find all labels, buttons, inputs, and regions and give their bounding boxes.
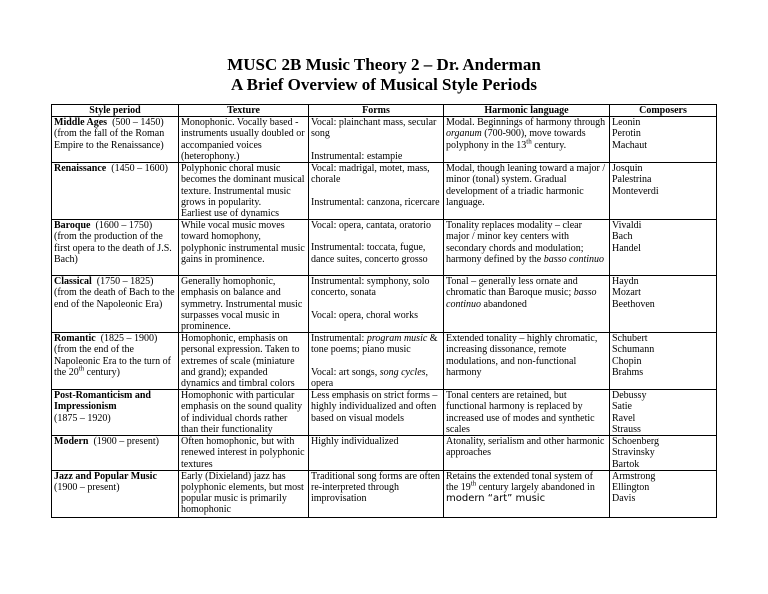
composer-name: Armstrong (612, 470, 656, 482)
composer-name: Schubert (612, 333, 648, 345)
forms-cell (309, 220, 444, 276)
period-note: (from the end of the Napoleonic Era to the turn of the 20th century) (54, 344, 171, 378)
texture-cell: Often homophonic, but with renewed interest in polyphonic textures (179, 436, 309, 471)
forms-cell: Traditional song forms are often re-interpreted through improvisation (309, 470, 444, 517)
style-period-cell (52, 390, 179, 436)
forms-cell (309, 163, 444, 220)
period-name: Classical (54, 276, 92, 288)
forms-cell: Less emphasis on strict forms – highly individualized and often based on visual models (309, 390, 444, 436)
harmonic-cell: Tonal centers are retained, but functional harmony is replaced by increased use of modes and synthetic scales (444, 390, 610, 436)
period-name: Renaissance (54, 163, 107, 175)
texture-cell: Early (Dixieland) jazz has polyphonic elements, but most popular music is primarily homophonic (179, 470, 309, 517)
composers-cell (610, 333, 717, 390)
texture-cell: Homophonic with particular emphasis on the sound quality of individual chords rather than their functionality (179, 390, 309, 436)
composer-name: Vivaldi (612, 220, 642, 232)
table-row (52, 220, 717, 276)
composer-name: Chopin (612, 355, 642, 367)
texture-cell: Monophonic. Vocally based - instruments usually doubled or accompanied voices (heterophony.) (179, 117, 309, 163)
texture-cell: Generally homophonic, emphasis on balance and symmetry. Instrumental music surpasses vocal music in prominence. (179, 276, 309, 333)
style-period-cell (52, 163, 179, 220)
table-header-row (52, 105, 717, 117)
period-note: (from the production of the first opera to the death of J.S. Bach) (54, 231, 172, 265)
forms-cell (309, 333, 444, 390)
harmonic-cell: Retains the extended tonal system of the 19th century largely abandoned in modern “art” music (444, 470, 610, 517)
period-dates: (1900 – present) (54, 482, 120, 494)
forms-cell (309, 276, 444, 333)
composer-name: Bach (612, 231, 633, 243)
forms-vocal: Vocal: madrigal, motet, mass, chorale (311, 163, 430, 186)
harmonic-cell: Modal. Beginnings of harmony through organum (700-900), move towards polyphony in the 13th century. (444, 117, 610, 163)
harmonic-cell: Modal, though leaning toward a major / minor (tonal) system. Gradual development of a triadic harmonic language. (444, 163, 610, 220)
table-row (52, 470, 717, 517)
period-name: Romantic (54, 333, 96, 345)
table-row (52, 436, 717, 471)
period-dates: (1875 – 1920) (54, 412, 111, 424)
period-dates: (500 – 1450) (112, 117, 164, 129)
texture-cell: Homophonic, emphasis on personal expression. Taken to extremes of scale (miniature and grand); expanded dynamics and timbral colors (179, 333, 309, 390)
forms-cell: Highly individualized (309, 436, 444, 471)
period-dates: (1600 – 1750) (95, 220, 153, 232)
forms-instrumental: Instrumental: symphony, solo concerto, sonata (311, 276, 430, 299)
forms-instrumental: Instrumental: toccata, fugue, dance suites, concerto grosso (311, 242, 428, 265)
forms-cell (309, 117, 444, 163)
header-composers: Composers (610, 105, 717, 117)
composer-name: Brahms (612, 366, 644, 378)
composer-name: Handel (612, 242, 641, 254)
table-row (52, 117, 717, 163)
composers-cell (610, 276, 717, 333)
period-dates: (1450 – 1600) (111, 163, 168, 175)
header-texture: Texture (179, 105, 309, 117)
composers-cell (610, 163, 717, 220)
style-period-cell (52, 333, 179, 390)
style-period-cell (52, 220, 179, 276)
composer-name: Monteverdi (612, 185, 659, 197)
period-dates: (1825 – 1900) (100, 333, 158, 345)
style-period-cell (52, 436, 179, 471)
harmonic-cell: Tonality replaces modality – clear major / minor key centers with secondary chords and modulation; harmony defined by the basso continuo (444, 220, 610, 276)
composer-name: Stravinsky (612, 447, 655, 459)
period-name: Jazz and Popular Music (54, 470, 157, 482)
header-forms: Forms (309, 105, 444, 117)
harmonic-cell: Tonal – generally less ornate and chromatic than Baroque music; basso continuo abandoned (444, 276, 610, 333)
period-note: (from the fall of the Roman Empire to the Renaissance) (54, 128, 165, 151)
table-row (52, 390, 717, 436)
composer-name: Machaut (612, 139, 647, 151)
harmonic-cell: Extended tonality – highly chromatic, increasing dissonance, remote modulations, and non-functional harmony (444, 333, 610, 390)
forms-instrumental: Instrumental: estampie (311, 150, 403, 162)
composer-name: Palestrina (612, 174, 652, 186)
composers-cell (610, 470, 717, 517)
composer-name: Perotin (612, 128, 641, 140)
texture-cell: Polyphonic choral music becomes the dominant musical texture. Instrumental music grows in popularity. Earliest use of dynamics (179, 163, 309, 220)
composer-name: Strauss (612, 423, 641, 435)
style-period-cell (52, 470, 179, 517)
document-title: MUSC 2B Music Theory 2 – Dr. Anderman (227, 55, 541, 74)
composer-name: Bartok (612, 458, 640, 470)
period-name: Baroque (54, 220, 91, 232)
period-dates: (1750 – 1825) (96, 276, 154, 288)
forms-vocal: Vocal: art songs, song cycles, opera (311, 366, 429, 389)
composer-name: Josquin (612, 163, 643, 175)
composer-name: Haydn (612, 276, 639, 288)
composer-name: Debussy (612, 390, 647, 402)
forms-instrumental: Instrumental: canzona, ricercare (311, 196, 440, 208)
composers-cell (610, 220, 717, 276)
composers-cell (610, 117, 717, 163)
table-row (52, 163, 717, 220)
period-name: Middle Ages (54, 117, 108, 129)
composer-name: Davis (612, 493, 636, 505)
header-style-period: Style period (52, 105, 179, 117)
document-subtitle: A Brief Overview of Musical Style Periods (231, 75, 537, 94)
forms-vocal: Vocal: plainchant mass, secular song (311, 117, 437, 140)
forms-vocal: Vocal: opera, choral works (311, 309, 419, 321)
composer-name: Leonin (612, 117, 641, 129)
period-name: Modern (54, 436, 89, 448)
period-dates: (1900 – present) (93, 436, 159, 448)
composer-name: Ellington (612, 482, 650, 494)
composer-name: Satie (612, 401, 632, 413)
table-row (52, 333, 717, 390)
composer-name: Beethoven (612, 298, 655, 310)
forms-instrumental: Instrumental: program music & tone poems; piano music (311, 333, 438, 356)
forms-vocal: Vocal: opera, cantata, oratorio (311, 220, 432, 232)
style-period-cell (52, 117, 179, 163)
composer-name: Ravel (612, 412, 636, 424)
composers-cell (610, 390, 717, 436)
composer-name: Schumann (612, 344, 655, 356)
period-name: Post-Romanticism and Impressionism (54, 390, 151, 413)
style-periods-table (51, 104, 717, 518)
header-harmonic-language: Harmonic language (444, 105, 610, 117)
composer-name: Mozart (612, 287, 641, 299)
texture-cell: While vocal music moves toward homophony, polyphonic instrumental music gains in prominence. (179, 220, 309, 276)
style-period-cell (52, 276, 179, 333)
table-row (52, 276, 717, 333)
period-note: (from the death of Bach to the end of the Napoleonic Era) (54, 287, 175, 310)
composer-name: Schoenberg (612, 436, 660, 448)
harmonic-cell: Atonality, serialism and other harmonic approaches (444, 436, 610, 471)
composers-cell (610, 436, 717, 471)
